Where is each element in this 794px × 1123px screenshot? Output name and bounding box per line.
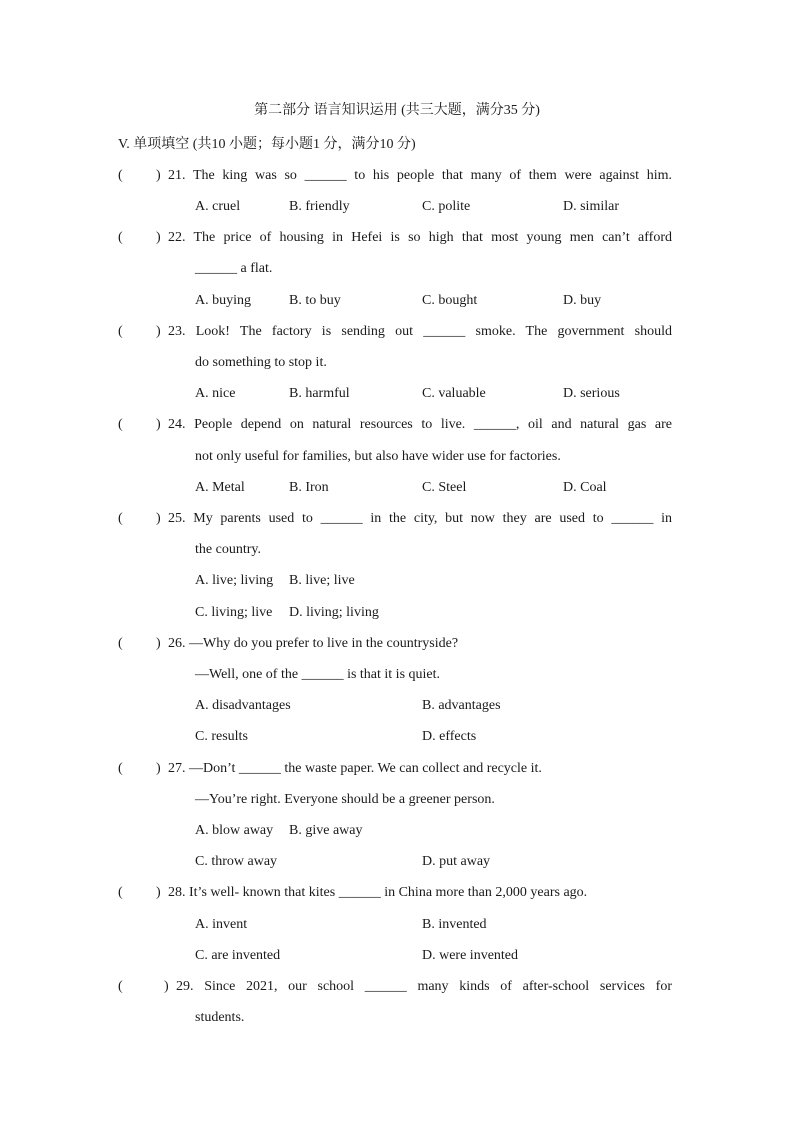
answer-paren-open: ( [118, 979, 123, 994]
option-a: A. disadvantages [195, 698, 291, 713]
option-b: B. harmful [289, 386, 350, 401]
page-title: 第二部分 语言知识运用 (共三大题，满分35 分) [254, 103, 540, 118]
question-stem: 21. The king was so ______ to his people that many of them were against him. [168, 168, 672, 183]
answer-paren-open: ( [118, 511, 123, 526]
answer-paren-close: ) [156, 230, 161, 245]
option-b: B. advantages [422, 698, 501, 713]
option-a: A. Metal [195, 480, 245, 495]
answer-paren-close: ) [156, 761, 161, 776]
option-b: B. invented [422, 917, 487, 932]
option-c: C. valuable [422, 386, 486, 401]
answer-paren-close: ) [156, 885, 161, 900]
option-a: A. cruel [195, 199, 241, 214]
option-c: C. throw away [195, 854, 278, 869]
option-a: A. blow away [195, 823, 274, 838]
question-stem-continued: —Well, one of the ______ is that it is quiet. [195, 667, 441, 682]
question-stem: 24. People depend on natural resources to live. ______, oil and natural gas are [168, 417, 672, 432]
answer-paren-open: ( [118, 417, 123, 432]
question-stem-continued: the country. [195, 542, 261, 557]
answer-paren-open: ( [118, 885, 123, 900]
question-stem-continued: ______ a flat. [195, 261, 273, 276]
option-d: D. similar [563, 199, 619, 214]
option-a: A. live; living [195, 573, 274, 588]
option-c: C. are invented [195, 948, 281, 963]
option-d: D. buy [563, 293, 602, 308]
question-stem: 26. —Why do you prefer to live in the countryside? [168, 636, 459, 651]
option-c: C. results [195, 729, 248, 744]
option-d: D. living; living [289, 605, 379, 620]
option-d: D. effects [422, 729, 477, 744]
option-b: B. Iron [289, 480, 329, 495]
question-stem-continued: not only useful for families, but also have wider use for factories. [195, 449, 561, 464]
section-heading: V. 单项填空 (共10 小题；每小题1 分，满分10 分) [118, 137, 416, 152]
answer-paren-close: ) [156, 324, 161, 339]
question-stem: 22. The price of housing in Hefei is so high that most young men can’t afford [168, 230, 672, 245]
option-c: C. Steel [422, 480, 467, 495]
question-stem: 29. Since 2021, our school ______ many kinds of after-school services for [176, 979, 672, 994]
option-c: C. living; live [195, 605, 273, 620]
question-stem: 25. My parents used to ______ in the city, but now they are used to ______ in [168, 511, 672, 526]
answer-paren-close: ) [156, 417, 161, 432]
answer-paren-close: ) [156, 168, 161, 183]
option-b: B. give away [289, 823, 363, 838]
answer-paren-close: ) [156, 636, 161, 651]
question-stem: 23. Look! The factory is sending out ______ smoke. The government should [168, 324, 672, 339]
question-stem: 28. It’s well- known that kites ______ in China more than 2,000 years ago. [168, 885, 588, 900]
option-c: C. bought [422, 293, 478, 308]
question-stem-continued: do something to stop it. [195, 355, 327, 370]
option-d: D. put away [422, 854, 491, 869]
option-b: B. friendly [289, 199, 350, 214]
question-stem-continued: —You’re right. Everyone should be a greener person. [195, 792, 495, 807]
option-a: A. nice [195, 386, 236, 401]
question-stem-continued: students. [195, 1010, 245, 1025]
answer-paren-open: ( [118, 761, 123, 776]
option-d: D. were invented [422, 948, 519, 963]
answer-paren-open: ( [118, 324, 123, 339]
option-b: B. live; live [289, 573, 355, 588]
option-a: A. buying [195, 293, 251, 308]
option-b: B. to buy [289, 293, 341, 308]
answer-paren-close: ) [164, 979, 169, 994]
answer-paren-close: ) [156, 511, 161, 526]
question-stem: 27. —Don’t ______ the waste paper. We can collect and recycle it. [168, 761, 542, 776]
answer-paren-open: ( [118, 636, 123, 651]
answer-paren-open: ( [118, 230, 123, 245]
option-c: C. polite [422, 199, 471, 214]
option-a: A. invent [195, 917, 248, 932]
option-d: D. serious [563, 386, 620, 401]
option-d: D. Coal [563, 480, 607, 495]
answer-paren-open: ( [118, 168, 123, 183]
